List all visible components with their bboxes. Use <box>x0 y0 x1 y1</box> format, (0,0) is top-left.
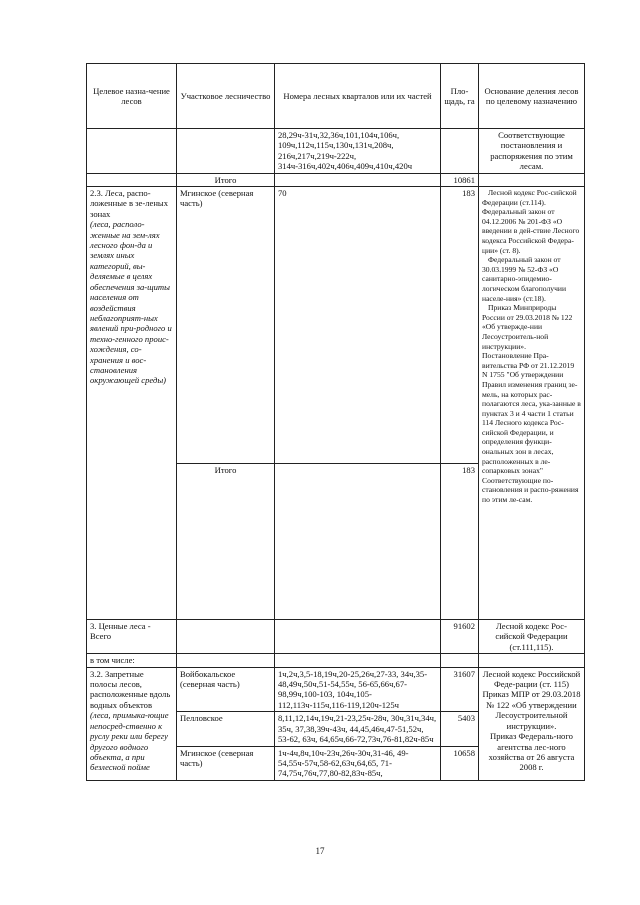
purpose-cell <box>87 667 177 780</box>
basis-item: Соответствующие по-становления и распо-ряжения по этим ле-сам. <box>482 475 579 505</box>
basis-cell <box>479 187 585 620</box>
district-cell: Войбокальское (северная часть) <box>177 667 275 712</box>
basis-item: Лесной кодекс Российской Феде-рации (ст. 115) <box>482 668 581 690</box>
table-row <box>87 667 585 712</box>
header-area: Пло-щадь, га <box>441 64 479 129</box>
total-label: Итого <box>177 464 275 620</box>
quarters-cell: 8,11,12,14ч,19ч,21-23,25ч-28ч, 30ч,31ч,34ч, 35ч, 37,38,39ч-43ч, 44,45,46ч,47-51,52ч, 53-62, 63ч, 64,65ч,66-72,73ч,76-81,82ч-85ч <box>275 712 441 746</box>
header-purpose: Целевое назна-чение лесов <box>87 64 177 129</box>
basis-item: Приказ МПР от 29.03.2018 № 122 «Об утверждении Лесоустроительной инструкции». <box>482 689 581 731</box>
in-total-label: в том числе: <box>87 654 177 667</box>
table-row <box>87 187 585 464</box>
purpose-title: 3.2. Запретные полосы лесов, расположенные вдоль водных объектов <box>90 668 171 710</box>
forest-purpose-table <box>86 63 585 781</box>
basis-item: Постановление Пра-вительства РФ от 21.12.2019 N 1755 "Об утверждении Правил изменения границ зе-мель, на которых рас-полагаются леса, ука-занные в пунктах 3 и 4 части 1 статьи 114 Лесного кодекса Рос-сийской Федерации, и определения функци-ональных зон в лесах, расположенных в ле-сопарковых зонах" <box>482 351 581 476</box>
basis-item: Лесной кодекс Рос-сийской Федерации (ст.114). <box>482 188 577 207</box>
page-number: 17 <box>315 846 325 856</box>
purpose-title: 2.3. Леса, распо-ложенные в зе-леных зонах <box>90 188 168 219</box>
quarters-cell: 1ч-4ч,8ч,10ч-23ч,26ч-30ч,31-46, 49-54,55ч-57ч,58-62,63ч,64,65, 71-74,75ч,76ч,77,80-82,83ч-85ч, <box>275 746 441 780</box>
basis-cell: Лесной кодекс Рос-сийской Федерации (ст.111,115). <box>479 620 585 654</box>
district-cell: Мгинское (северная часть) <box>177 746 275 780</box>
basis-item: Приказ Минприроды России от 29.03.2018 № 122 «Об утвержде-нии Лесоустроитель-ной инструкции». <box>482 303 573 351</box>
area-cell: 91602 <box>441 620 479 654</box>
table-row <box>87 129 585 174</box>
total-area: 183 <box>441 464 479 620</box>
total-row <box>87 173 585 186</box>
total-area: 10861 <box>441 173 479 186</box>
quarters-cell: 1ч,2ч,3,5-18,19ч,20-25,26ч,27-33, 34ч,35-48,49ч,50ч,51-54,55ч, 56-65,66ч,67-98,99ч,100-103, 104ч,105-112,113ч-115ч,116-119,120ч-125ч <box>275 667 441 712</box>
purpose-cell <box>87 187 177 620</box>
table-row <box>87 620 585 654</box>
district-cell: Мгинское (северная часть) <box>177 187 275 464</box>
purpose-cell: 3. Ценные леса - Всего <box>87 620 177 654</box>
basis-item: Федеральный закон от 30.03.1999 № 52-ФЗ «О санитарно-эпидемио-логическом благополучии населе-ния» (ст.18). <box>482 255 567 303</box>
header-basis: Основание деления лесов по целевому назначению <box>479 64 585 129</box>
purpose-description: (леса, располо-женные на зем-лях лесного фон-да и землях иных категорий, вы-деляемые в целях обеспечения за-щиты населения от воздействия неблагоприят-ных явлений при-родного и техно-генного проис-хождения, со-хранения и вос-становления окружающей среды) <box>90 219 172 386</box>
total-label: Итого <box>177 173 275 186</box>
purpose-description: (леса, примыка-ющие непосред-ственно к руслу реки или берегу другого водного объекта, а при безлесной пойме <box>90 710 169 773</box>
area-cell: 183 <box>441 187 479 464</box>
basis-item: Приказ Федераль-ного агентства лес-ного хозяйства от 26 августа 2008 г. <box>488 731 575 773</box>
basis-cell: Соответствующие постановления и распоряжения по этим лесам. <box>479 129 585 174</box>
area-cell: 5403 <box>441 712 479 746</box>
header-quarters: Номера лесных кварталов или их частей <box>275 64 441 129</box>
basis-item: Федеральный закон от 04.12.2006 № 201-ФЗ «О введении в дей-ствие Лесного кодекса Российской Федера-ции» (ст. 8). <box>482 207 580 255</box>
quarters-cell: 70 <box>275 187 441 464</box>
area-cell: 31607 <box>441 667 479 712</box>
quarters-cell: 28,29ч-31ч,32,36ч,101,104ч,106ч, 109ч,112ч,115ч,130ч,131ч,208ч, 216ч,217ч,219ч-222ч, 314ч-316ч,402ч,406ч,409ч,410ч,420ч <box>275 129 441 174</box>
header-row <box>87 64 585 129</box>
header-district: Участковое лесничество <box>177 64 275 129</box>
area-cell: 10658 <box>441 746 479 780</box>
district-cell: Пелловское <box>177 712 275 746</box>
table-row <box>87 654 585 667</box>
basis-cell <box>479 667 585 780</box>
